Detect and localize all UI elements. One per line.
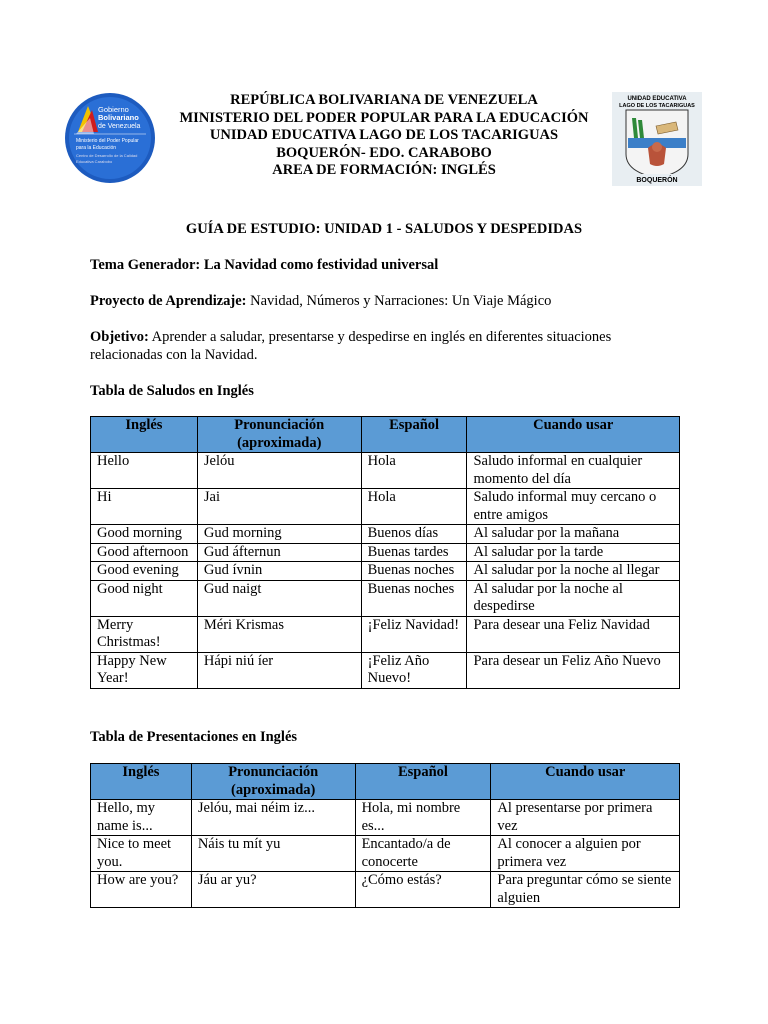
table-cell: Al presentarse por primera vez [491,800,680,836]
table-cell: Jelóu [197,453,361,489]
table-cell: Gud morning [197,525,361,544]
table-cell: Gud áfternun [197,543,361,562]
school-logo-bottom: BOQUERÓN [636,177,678,184]
objetivo-label: Objetivo: [90,329,149,345]
proyecto-text: Navidad, Números y Narraciones: Un Viaje Mágico [246,293,552,309]
school-logo [612,92,702,186]
table-cell: Al conocer a alguien por primera vez [491,836,680,872]
table-cell: Al saludar por la noche al llegar [467,562,680,581]
table-row [91,525,680,544]
table-row [91,836,680,872]
school-logo-top1: UNIDAD EDUCATIVA [627,96,687,102]
table-cell: Hápi niú íer [197,652,361,688]
logo-left-line6: Centro de Desarrollo de la Calidad [76,153,138,158]
table-cell: Náis tu mít yu [191,836,355,872]
table-cell: Para preguntar cómo se siente alguien [491,872,680,908]
table2-title [90,728,690,746]
presentaciones-table [90,763,680,908]
header-line-3: UNIDAD EDUCATIVA LAGO DE LOS TACARIGUAS [209,127,559,143]
table-cell: Buenas noches [361,562,467,581]
logo-left-line1: Gobierno [98,105,129,114]
table2-title-text: Tabla de Presentaciones en Inglés [90,729,298,745]
table-cell: Hi [91,489,198,525]
table-header-cell: Inglés [91,764,192,800]
logo-left-line7: Educativa Carabobo [76,159,113,164]
table-cell: Jai [197,489,361,525]
table-cell: Good morning [91,525,198,544]
table-cell: Al saludar por la tarde [467,543,680,562]
table-cell: Hello [91,453,198,489]
proyecto-aprendizaje [90,292,690,310]
table-cell: Hola [361,489,467,525]
table-cell: Good afternoon [91,543,198,562]
table-header-cell: Inglés [91,417,198,453]
table-cell: ¿Cómo estás? [355,872,491,908]
table-header-row [91,417,680,453]
table-cell: Gud naigt [197,580,361,616]
table-cell: Buenas tardes [361,543,467,562]
table1-title-text: Tabla de Saludos en Inglés [90,383,254,399]
table-cell: Buenas noches [361,580,467,616]
table-row [91,616,680,652]
header-line-4: BOQUERÓN- EDO. CARABOBO [276,144,492,161]
table-cell: ¡Feliz Navidad! [361,616,467,652]
table-header-cell: Pronunciación (aproximada) [191,764,355,800]
saludos-table [90,416,680,689]
table-cell: Hola, mi nombre es... [355,800,491,836]
logo-left-line3: de Venezuela [98,123,141,130]
header-line-5: AREA DE FORMACIÓN: INGLÉS [272,162,496,178]
table1-title [90,382,690,400]
table-row [91,453,680,489]
logo-left-line5: para la Educación [76,145,117,151]
table-cell: Buenos días [361,525,467,544]
table-row [91,543,680,562]
table-cell: Encantado/a de conocerte [355,836,491,872]
table-cell: Merry Christmas! [91,616,198,652]
table-cell: Para desear una Feliz Navidad [467,616,680,652]
table-row [91,489,680,525]
objetivo-text: Aprender a saludar, presentarse y despedirse en inglés en diferentes situaciones relacionadas con la Navidad. [90,329,612,363]
proyecto-label: Proyecto de Aprendizaje: [90,293,247,309]
table-cell: Al saludar por la noche al despedirse [467,580,680,616]
logo-left-line4: Ministerio del Poder Popular [76,138,139,144]
table-cell: Saludo informal muy cercano o entre amigos [467,489,680,525]
table-cell: Hello, my name is... [91,800,192,836]
table-header-row [91,764,680,800]
table-row [91,800,680,836]
table-cell: Al saludar por la mañana [467,525,680,544]
objetivo [90,328,650,364]
table-header-cell: Cuando usar [467,417,680,453]
table-row [91,562,680,581]
table-header-cell: Cuando usar [491,764,680,800]
table-cell: Happy New Year! [91,652,198,688]
guide-title: GUÍA DE ESTUDIO: UNIDAD 1 - SALUDOS Y DESPEDIDAS [185,221,583,237]
table-cell: ¡Feliz Año Nuevo! [361,652,467,688]
table-cell: Méri Krismas [197,616,361,652]
table-cell: Good evening [91,562,198,581]
tema-generador [90,256,690,274]
table-cell: Nice to meet you. [91,836,192,872]
tema-generador-label: Tema Generador: La Navidad como festividad universal [90,257,439,273]
table-row [91,872,680,908]
header-line-1: REPÚBLICA BOLIVARIANA DE VENEZUELA [230,92,538,108]
school-logo-top2: LAGO DE LOS TACARIGUAS [619,103,695,109]
table-cell: Jáu ar yu? [191,872,355,908]
table-header-cell: Español [355,764,491,800]
logo-left-line2: Bolivariano [98,113,139,122]
table-cell: Hola [361,453,467,489]
header-line-2: MINISTERIO DEL PODER POPULAR PARA LA EDUCACIÓN [179,109,589,126]
table-cell: Good night [91,580,198,616]
table-cell: How are you? [91,872,192,908]
table-cell: Para desear un Feliz Año Nuevo [467,652,680,688]
table-row [91,580,680,616]
table-row [91,652,680,688]
table-header-cell: Español [361,417,467,453]
table-cell: Jelóu, mai néim iz... [191,800,355,836]
table-cell: Gud ívnin [197,562,361,581]
table-header-cell: Pronunciación (aproximada) [197,417,361,453]
table-cell: Saludo informal en cualquier momento del día [467,453,680,489]
